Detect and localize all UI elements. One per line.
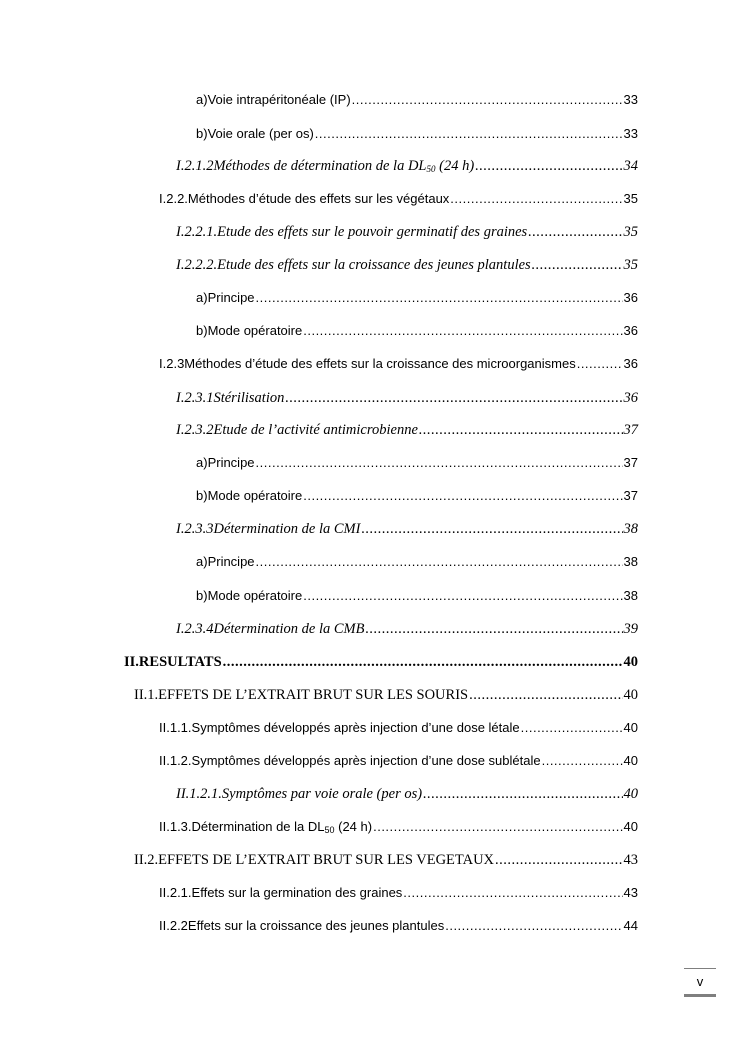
toc-entry-page: 38 (623, 588, 638, 603)
toc-entry-title: Détermination de la CMB (213, 621, 365, 637)
toc-entry-title: Effets sur la germination des graines (191, 885, 403, 900)
toc-entry[interactable] (159, 813, 638, 835)
toc-entry[interactable] (134, 681, 638, 703)
toc-entry-page: 35 (623, 191, 638, 206)
toc-entry-page: 35 (623, 257, 638, 273)
dot-leader (223, 654, 623, 670)
toc-entry-number: a) (196, 290, 208, 305)
toc-entry[interactable] (196, 582, 638, 604)
toc-entry[interactable] (159, 350, 638, 372)
toc-entry-title: Effets sur la croissance des jeunes plantules (187, 918, 445, 933)
toc-entry-title: Etude des effets sur la croissance des jeunes plantules (217, 257, 531, 273)
toc-entry-title: Mode opératoire (207, 323, 303, 338)
dot-leader (352, 92, 623, 108)
toc-entry-number: II.1.1. (159, 720, 192, 735)
toc-entry[interactable] (196, 482, 638, 504)
toc-entry-number: II.1.3. (159, 819, 192, 834)
toc-entry[interactable] (176, 218, 638, 240)
toc-entry-title: Symptômes par voie orale (per os) (221, 786, 423, 802)
dot-leader (256, 455, 623, 471)
footer-rule-bottom (684, 994, 716, 997)
toc-entry-number: II.2.2 (159, 918, 188, 933)
toc-entry-page: 43 (623, 885, 638, 900)
toc-entry-title: Voie intrapéritonéale (IP) (207, 92, 351, 107)
toc-entry[interactable] (159, 879, 638, 901)
toc-entry[interactable] (176, 384, 638, 406)
toc-entry-page: 40 (623, 819, 638, 834)
toc-entry-number: II.1. (134, 687, 159, 703)
dot-leader (256, 554, 623, 570)
toc-entry-number: b) (196, 126, 208, 141)
toc-entry[interactable] (176, 416, 638, 438)
toc-entry-title: Détermination de la CMI (213, 521, 361, 537)
toc-entry-page: 40 (623, 786, 638, 802)
toc-entry-title: Principe (207, 554, 255, 569)
toc-entry-page: 33 (623, 92, 638, 107)
toc-entry-title: RESULTATS (138, 654, 222, 670)
toc-entry[interactable] (159, 912, 638, 934)
toc-entry-page: 33 (623, 126, 638, 141)
toc-entry[interactable] (176, 615, 638, 637)
toc-entry-page: 36 (623, 356, 638, 371)
toc-entry-title: Stérilisation (213, 390, 285, 406)
toc-entry-title: Méthodes d’étude des effets sur la croissance des microorganismes (184, 356, 576, 371)
toc-entry-number: I.2.3.3 (176, 521, 214, 537)
toc-entry-title-suffix: (24 h) (334, 819, 373, 834)
toc-entry-title: EFFETS DE L’EXTRAIT BRUT SUR LES SOURIS (158, 687, 469, 703)
toc-entry-title-subscript: 50 (324, 825, 335, 835)
toc-entry-title: Etude de l’activité antimicrobienne (213, 422, 418, 438)
toc-entry-page: 44 (623, 918, 638, 933)
toc-entry-number: a) (196, 455, 208, 470)
toc-entry-page: 40 (623, 687, 638, 703)
toc-entry-page: 38 (623, 521, 638, 537)
toc-entry-title: Etude des effets sur le pouvoir germinatif des graines (217, 224, 528, 240)
dot-leader (475, 158, 622, 174)
toc-entry-title: Voie orale (per os) (207, 126, 314, 141)
toc-entry-title: EFFETS DE L’EXTRAIT BRUT SUR LES VEGETAUX (158, 852, 495, 868)
toc-entry-title: Mode opératoire (207, 488, 303, 503)
dot-leader (361, 521, 622, 537)
dot-leader (445, 918, 622, 934)
toc-entry-page: 34 (623, 158, 638, 174)
toc-entry-title: Principe (207, 290, 255, 305)
toc-entry[interactable] (176, 780, 638, 802)
dot-leader (285, 390, 622, 406)
dot-leader (366, 621, 623, 637)
dot-leader (373, 819, 622, 835)
page-number: v (696, 974, 704, 989)
toc-entry-page: 40 (623, 720, 638, 735)
dot-leader (521, 720, 623, 736)
dot-leader (403, 885, 622, 901)
dot-leader (303, 488, 622, 504)
toc-entry-page: 36 (623, 323, 638, 338)
toc-entry-page: 37 (623, 455, 638, 470)
dot-leader (419, 422, 623, 438)
toc-entry-number: I.2.3.2 (176, 422, 214, 438)
dot-leader (315, 126, 623, 142)
toc-entry-number: I.2.2.2. (176, 257, 218, 273)
toc-entry-page: 40 (623, 753, 638, 768)
toc-entry-page: 37 (623, 422, 638, 438)
dot-leader (423, 786, 622, 802)
toc-entry-number: I.2.1.2 (176, 158, 214, 174)
toc-entry-title (192, 819, 373, 835)
dot-leader (256, 290, 623, 306)
toc-entry-title: Symptômes développés après injection d’une dose létale (191, 720, 520, 735)
toc-entry-page: 35 (623, 224, 638, 240)
toc-entry-page: 36 (623, 390, 638, 406)
dot-leader (532, 257, 623, 273)
toc-entry[interactable] (176, 152, 638, 174)
toc-entry-number: b) (196, 488, 208, 503)
toc-entry-number: II.1.2. (159, 753, 192, 768)
toc-entry-title: Mode opératoire (207, 588, 303, 603)
toc-entry-page: 43 (623, 852, 638, 868)
dot-leader (577, 356, 623, 372)
toc-entry-number: I.2.3 (159, 356, 185, 371)
dot-leader (303, 588, 622, 604)
toc-entry[interactable] (196, 317, 638, 339)
toc-entry[interactable] (196, 284, 638, 306)
toc-entry-title: Symptômes développés après injection d’une dose sublétale (191, 753, 541, 768)
toc-entry-page: 36 (623, 290, 638, 305)
toc-entry-number: b) (196, 323, 208, 338)
toc-entry-page: 37 (623, 488, 638, 503)
toc-entry-title: Méthodes d’étude des effets sur les végétaux (187, 191, 450, 206)
toc-entry[interactable] (176, 251, 638, 273)
toc-entry-number: I.2.2. (159, 191, 188, 206)
toc-entry-page: 40 (623, 654, 638, 670)
footer-rule-top (684, 968, 716, 969)
toc-entry-number: a) (196, 92, 208, 107)
toc-entry-title-suffix: (24 h) (435, 158, 475, 174)
toc-entry-number: II.1.2.1. (176, 786, 222, 802)
toc-entry-title-text: Détermination de la DL (191, 819, 325, 834)
toc-entry[interactable] (196, 86, 638, 108)
toc-entry[interactable] (159, 747, 638, 769)
toc-entry-number: a) (196, 554, 208, 569)
toc-entry[interactable] (134, 846, 638, 868)
toc-entry-number: I.2.2.1. (176, 224, 218, 240)
toc-entry-page: 38 (623, 554, 638, 569)
toc-entry-title-subscript: 50 (426, 164, 436, 174)
toc-entry-page: 39 (623, 621, 638, 637)
toc-entry[interactable] (196, 120, 638, 142)
toc-entry-number: I.2.3.4 (176, 621, 214, 637)
toc-entry[interactable] (196, 449, 638, 471)
toc-entry-number: II.2.1. (159, 885, 192, 900)
toc-entry-title (213, 158, 474, 174)
dot-leader (303, 323, 622, 339)
toc-entry[interactable] (159, 185, 638, 207)
toc-entry-title-text: Méthodes de détermination de la DL (213, 158, 427, 174)
dot-leader (528, 224, 622, 240)
toc-entry-number: b) (196, 588, 208, 603)
toc-entry[interactable] (176, 515, 638, 537)
dot-leader (469, 687, 622, 703)
toc-entry[interactable] (196, 548, 638, 570)
toc-entry[interactable] (159, 714, 638, 736)
dot-leader (542, 753, 623, 769)
toc-entry-number: II.2. (134, 852, 159, 868)
toc-entry-title: Principe (207, 455, 255, 470)
dot-leader (495, 852, 622, 868)
toc-entry-number: I.2.3.1 (176, 390, 214, 406)
toc-entry[interactable] (124, 648, 638, 670)
toc-entry-number: II. (124, 654, 139, 670)
dot-leader (450, 191, 622, 207)
